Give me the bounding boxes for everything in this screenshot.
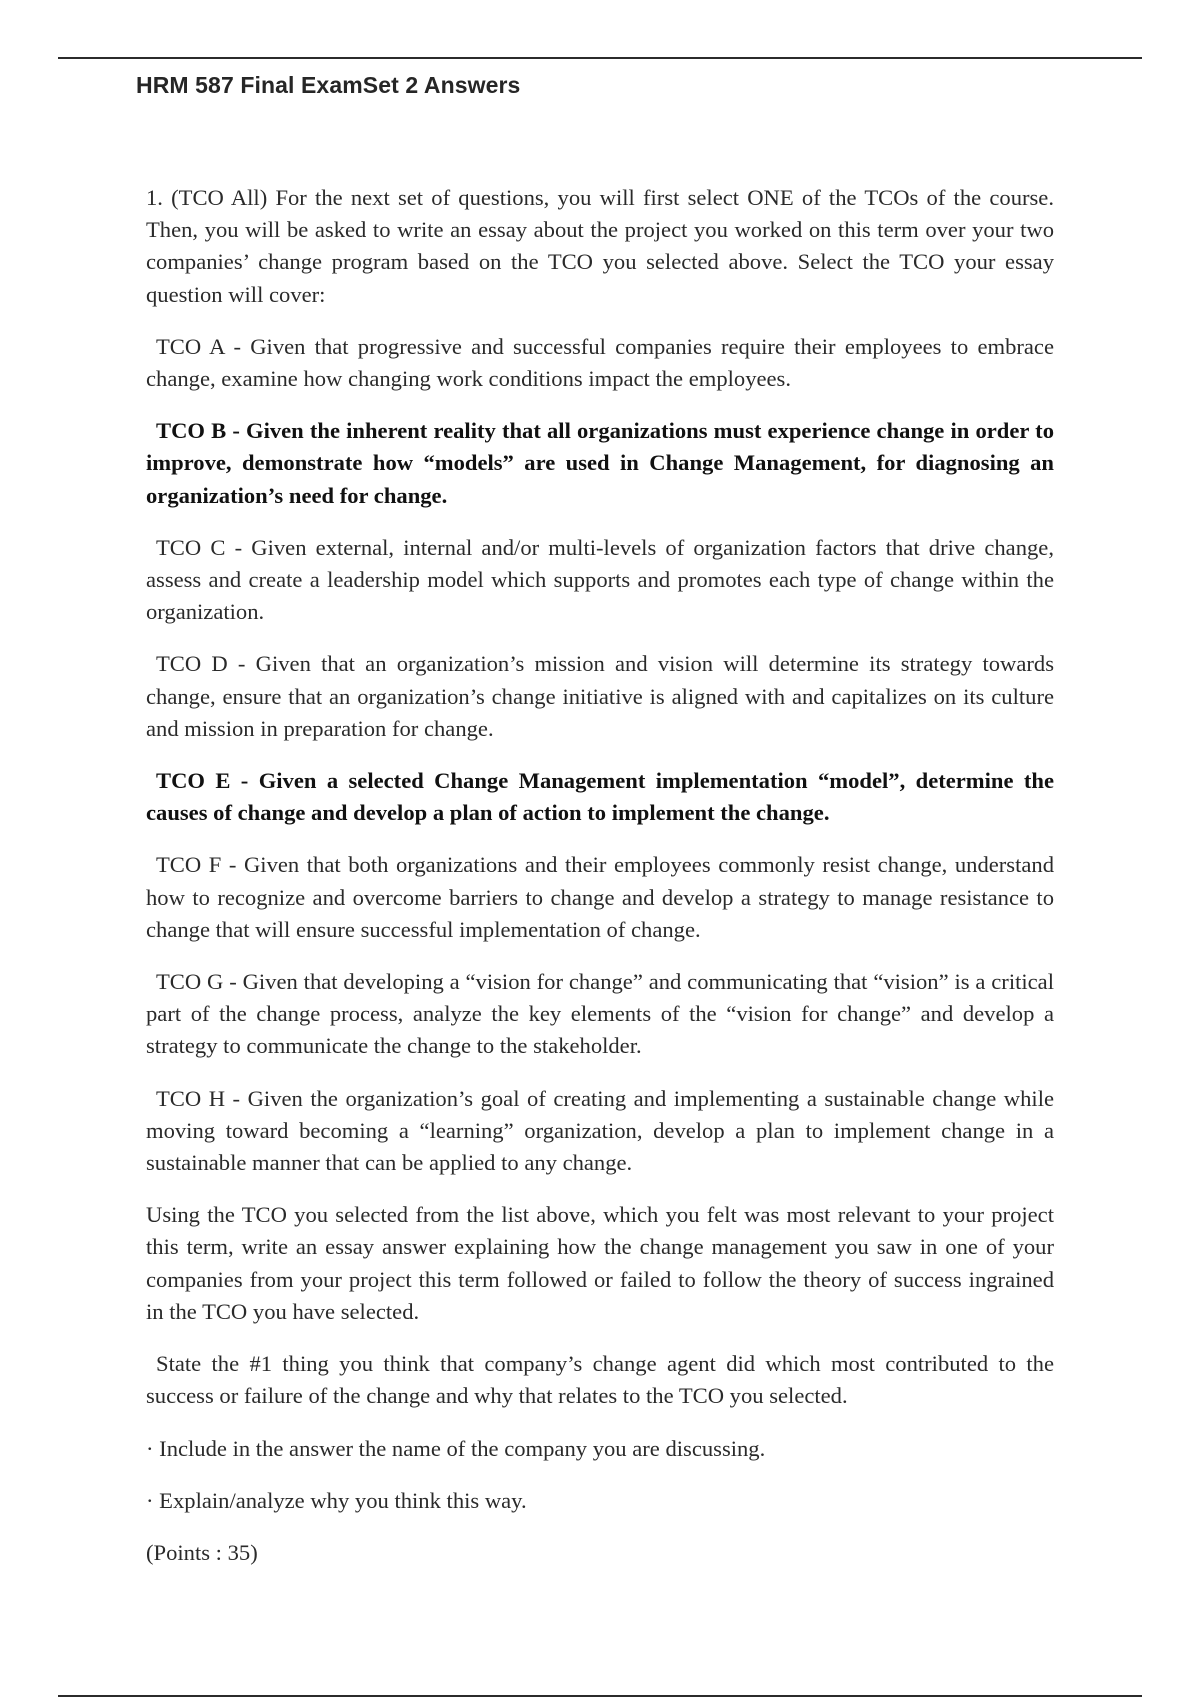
tco-g-option: TCO G - Given that developing a “vision for change” and communicating that “vision” is a critical part of the change process, analyze the key elements of the “vision for change” and develop a strategy to communicate the change to the stakeholder.	[146, 969, 1054, 1059]
header-rule	[58, 57, 1142, 59]
footer-rule	[58, 1695, 1142, 1697]
tco-h-option: TCO H - Given the organization’s goal of creating and implementing a sustainable change while moving toward becoming a “learning” organization, develop a plan to implement change in a sustainable manner that can be applied to any change.	[146, 1085, 1054, 1176]
bullet-item-explain: · Explain/analyze why you think this way.	[146, 1487, 527, 1513]
question-body	[146, 182, 1054, 1589]
document-title: HRM 587 Final ExamSet 2 Answers	[136, 72, 521, 98]
tco-a-option: TCO A - Given that progressive and successful companies require their employees to embrace change, examine how changing work conditions impact the employees.	[146, 333, 1054, 392]
question-intro: 1. (TCO All) For the next set of questions, you will first select ONE of the TCOs of the course. Then, you will be asked to write an essay about the project you worked on this term over your two companies’ change program based on the TCO you selected above. Select the TCO your essay question will cover:	[146, 185, 1054, 307]
tco-e-option: TCO E - Given a selected Change Management implementation “model”, determine the causes of change and develop a plan of action to implement the change.	[146, 768, 1054, 826]
points-label: (Points : 35)	[146, 1539, 258, 1565]
state-prompt: State the #1 thing you think that company’s change agent did which most contributed to the success or failure of the change and why that relates to the TCO you selected.	[146, 1351, 1054, 1409]
essay-instruction: Using the TCO you selected from the list above, which you felt was most relevant to your project this term, write an essay answer explaining how the change management you saw in one of your companies from your project this term followed or failed to follow the theory of success ingrained in the TCO you have selected.	[146, 1202, 1054, 1324]
bullet-item-company: · Include in the answer the name of the company you are discussing.	[146, 1435, 766, 1461]
tco-c-option: TCO C - Given external, internal and/or multi-levels of organization factors that drive change, assess and create a leadership model which supports and promotes each type of change within the organization.	[146, 534, 1054, 625]
tco-f-option: TCO F - Given that both organizations and their employees commonly resist change, understand how to recognize and overcome barriers to change and develop a strategy to manage resistance to change that will ensure successful implementation of change.	[146, 852, 1054, 942]
tco-d-option: TCO D - Given that an organization’s mission and vision will determine its strategy towards change, ensure that an organization’s change initiative is aligned with and capitalizes on its culture and mission in preparation for change.	[146, 651, 1054, 741]
tco-b-option: TCO B - Given the inherent reality that all organizations must experience change in order to improve, demonstrate how “models” are used in Change Management, for diagnosing an organization’s need for change.	[146, 418, 1054, 508]
